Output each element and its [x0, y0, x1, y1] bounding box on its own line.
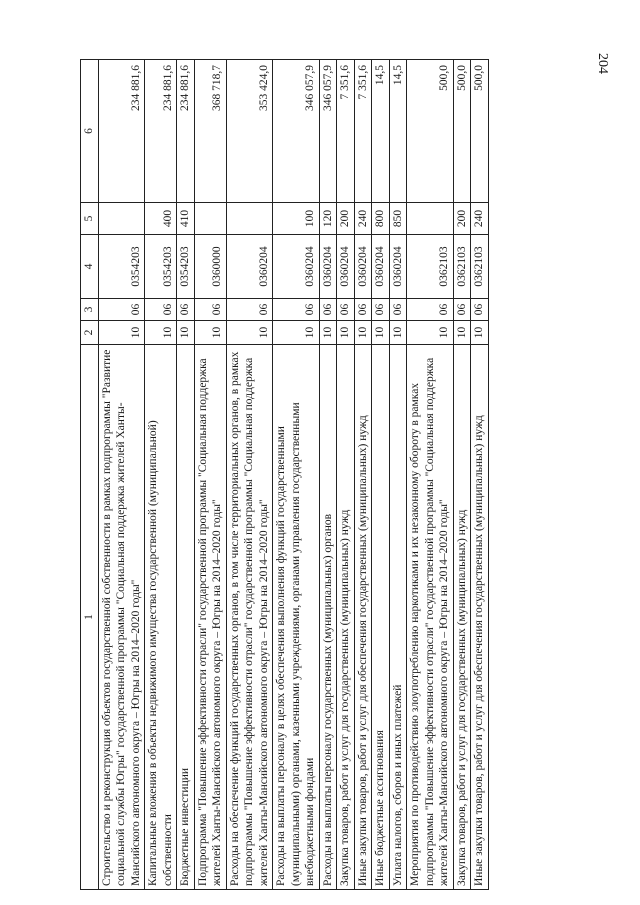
header-col-3: 3 — [81, 299, 99, 321]
page-number: 204 — [595, 53, 610, 74]
row-subsection-cell: 06 — [145, 299, 177, 321]
row-name-cell: Расходы на выплаты персоналу государственных (муниципальных) органов — [319, 345, 337, 890]
row-name-cell: Мероприятия по противодействию злоупотреблению наркотиками и их незаконному обороту в рамках подпрограммы "Повышение эффективности отрасли" государственной программы "Социальная поддержка жителей Ханты-Мансийского автономного округа – Югры на 2014–2020 годы" — [407, 345, 454, 890]
row-name-cell: Закупка товаров, работ и услуг для государственных (муниципальных) нужд — [453, 345, 471, 890]
row-subsection-cell: 06 — [226, 299, 273, 321]
row-subsection-cell: 06 — [177, 299, 195, 321]
row-target-code-cell: 0360204 — [273, 235, 320, 299]
row-target-code-cell: 0360204 — [319, 235, 337, 299]
table-row — [177, 60, 195, 890]
row-amount-cell: 346 057,9 — [273, 60, 320, 203]
row-name-cell: Иные бюджетные ассигнования — [372, 345, 390, 890]
row-target-code-cell: 0360204 — [337, 235, 355, 299]
row-section-cell: 10 — [194, 321, 226, 345]
row-name-cell: Расходы на обеспечение функций государственных органов, в том числе территориальных органов, в рамках подпрограммы "Повышение эффективности отрасли" государственной программы "Социальная поддержка жителей Ханты-Мансийского автономного округа – Югры на 2014–2020 годы" — [226, 345, 273, 890]
row-expense-type-cell: 100 — [273, 203, 320, 235]
row-section-cell: 10 — [407, 321, 454, 345]
row-name-cell: Бюджетные инвестиции — [177, 345, 195, 890]
row-section-cell: 10 — [354, 321, 372, 345]
row-subsection-cell: 06 — [389, 299, 407, 321]
row-target-code-cell: 0354203 — [177, 235, 195, 299]
row-amount-cell: 14,5 — [389, 60, 407, 203]
row-expense-type-cell — [98, 203, 145, 235]
row-section-cell: 10 — [145, 321, 177, 345]
row-name-cell: Закупка товаров, работ и услуг для государственных (муниципальных) нужд — [337, 345, 355, 890]
table-header-row — [81, 60, 99, 890]
row-expense-type-cell: 400 — [145, 203, 177, 235]
row-amount-cell: 500,0 — [407, 60, 454, 203]
row-expense-type-cell: 200 — [337, 203, 355, 235]
row-section-cell: 10 — [453, 321, 471, 345]
row-amount-cell: 7 351,6 — [354, 60, 372, 203]
row-expense-type-cell: 240 — [354, 203, 372, 235]
table-row — [389, 60, 407, 890]
table-row — [372, 60, 390, 890]
row-target-code-cell: 0362103 — [453, 235, 471, 299]
header-col-1: 1 — [81, 345, 99, 890]
row-name-cell: Строительство и реконструкция объектов государственной собственности в рамках подпрограммы "Развитие социальной службы Югры" государственной программы "Социальная поддержка жителей Ханты-Мансийского автономного округа – Югры на 2014–2020 годы" — [98, 345, 145, 890]
row-subsection-cell: 06 — [273, 299, 320, 321]
row-section-cell: 10 — [98, 321, 145, 345]
table-row — [273, 60, 320, 890]
row-subsection-cell: 06 — [407, 299, 454, 321]
row-subsection-cell: 06 — [194, 299, 226, 321]
row-section-cell: 10 — [471, 321, 489, 345]
row-amount-cell: 234 881,6 — [145, 60, 177, 203]
row-section-cell: 10 — [226, 321, 273, 345]
table-row — [194, 60, 226, 890]
row-expense-type-cell: 240 — [471, 203, 489, 235]
table-row — [226, 60, 273, 890]
header-col-6: 6 — [81, 60, 99, 203]
table-row — [471, 60, 489, 890]
table-row — [407, 60, 454, 890]
row-target-code-cell: 0354203 — [145, 235, 177, 299]
row-subsection-cell: 06 — [337, 299, 355, 321]
table-row — [453, 60, 471, 890]
row-expense-type-cell — [194, 203, 226, 235]
row-name-cell: Иные закупки товаров, работ и услуг для обеспечения государственных (муниципальных) нужд — [354, 345, 372, 890]
row-target-code-cell: 0360204 — [226, 235, 273, 299]
row-name-cell: Капитальные вложения в объекты недвижимого имущества государственной (муниципальной) собственности — [145, 345, 177, 890]
row-section-cell: 10 — [389, 321, 407, 345]
row-name-cell: Иные закупки товаров, работ и услуг для обеспечения государственных (муниципальных) нужд — [471, 345, 489, 890]
table-body — [81, 60, 489, 890]
row-subsection-cell: 06 — [319, 299, 337, 321]
row-amount-cell: 353 424,0 — [226, 60, 273, 203]
row-amount-cell: 234 881,6 — [177, 60, 195, 203]
row-expense-type-cell: 120 — [319, 203, 337, 235]
table-row — [98, 60, 145, 890]
row-name-cell: Подпрограмма "Повышение эффективности отрасли" государственной программы "Социальная поддержка жителей Ханты-Мансийского автономного округа – Югры на 2014–2020 годы" — [194, 345, 226, 890]
row-amount-cell: 500,0 — [453, 60, 471, 203]
row-expense-type-cell: 200 — [453, 203, 471, 235]
row-amount-cell: 346 057,9 — [319, 60, 337, 203]
header-col-2: 2 — [81, 321, 99, 345]
row-section-cell: 10 — [337, 321, 355, 345]
row-section-cell: 10 — [273, 321, 320, 345]
table-row — [145, 60, 177, 890]
row-expense-type-cell — [226, 203, 273, 235]
row-amount-cell: 234 881,6 — [98, 60, 145, 203]
row-subsection-cell: 06 — [372, 299, 390, 321]
budget-table-rotated — [80, 60, 586, 890]
row-name-cell: Расходы на выплаты персоналу в целях обеспечения выполнения функций государственными (муниципальными) органами, казенными учреждениями, органами управления государственными внебюджетными фондами — [273, 345, 320, 890]
row-amount-cell: 500,0 — [471, 60, 489, 203]
row-amount-cell: 7 351,6 — [337, 60, 355, 203]
table-row — [319, 60, 337, 890]
row-target-code-cell: 0360204 — [354, 235, 372, 299]
row-target-code-cell: 0362103 — [407, 235, 454, 299]
row-expense-type-cell — [407, 203, 454, 235]
row-target-code-cell: 0360204 — [389, 235, 407, 299]
row-target-code-cell: 0360204 — [372, 235, 390, 299]
table-row — [337, 60, 355, 890]
row-target-code-cell: 0360000 — [194, 235, 226, 299]
row-target-code-cell: 0354203 — [98, 235, 145, 299]
header-col-5: 5 — [81, 203, 99, 235]
row-expense-type-cell: 800 — [372, 203, 390, 235]
row-target-code-cell: 0362103 — [471, 235, 489, 299]
row-subsection-cell: 06 — [354, 299, 372, 321]
budget-table — [80, 59, 489, 890]
header-col-4: 4 — [81, 235, 99, 299]
row-section-cell: 10 — [319, 321, 337, 345]
row-subsection-cell: 06 — [453, 299, 471, 321]
row-amount-cell: 368 718,7 — [194, 60, 226, 203]
row-amount-cell: 14,5 — [372, 60, 390, 203]
table-row — [354, 60, 372, 890]
row-subsection-cell: 06 — [98, 299, 145, 321]
row-subsection-cell: 06 — [471, 299, 489, 321]
row-section-cell: 10 — [372, 321, 390, 345]
row-section-cell: 10 — [177, 321, 195, 345]
row-expense-type-cell: 410 — [177, 203, 195, 235]
row-expense-type-cell: 850 — [389, 203, 407, 235]
row-name-cell: Уплата налогов, сборов и иных платежей — [389, 345, 407, 890]
